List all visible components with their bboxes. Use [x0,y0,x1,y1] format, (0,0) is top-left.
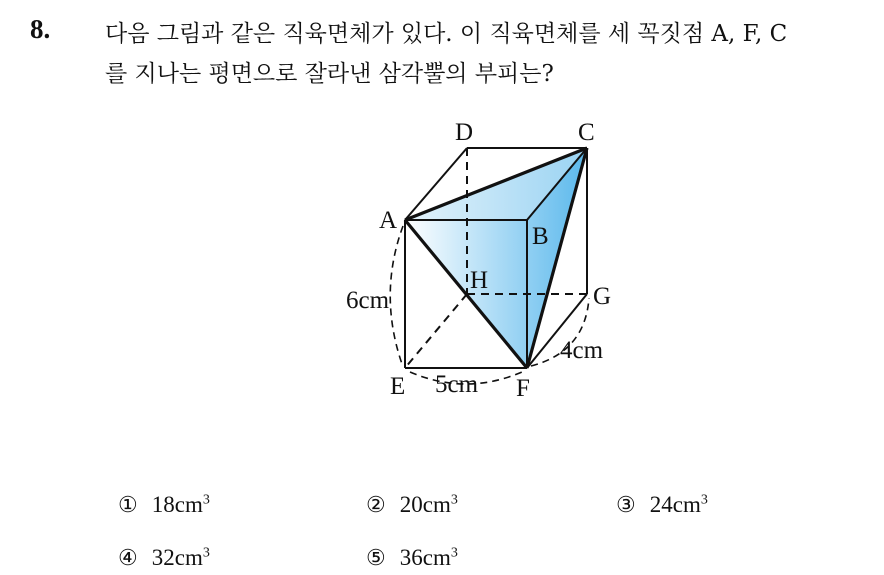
question-number: 8. [30,14,51,44]
choice-5[interactable] [366,545,458,571]
choice-4[interactable] [118,545,210,571]
question-line-1: 다음 그림과 같은 직육면체가 있다. 이 직육면체를 세 꼭짓점 A, F, C [105,21,788,47]
choice-mark: ③ [616,493,636,518]
choice-value: $24cm^3$ [649,492,708,517]
choice-mark: ② [366,493,386,518]
vertex-label-d: D [455,119,474,146]
vertex-label-c: C [578,119,595,146]
vertex-label-a: A [379,207,398,234]
choice-2[interactable] [366,492,458,518]
choice-1[interactable] [118,492,210,518]
depth-label: 4cm [560,337,604,364]
vertex-label-e: E [390,373,406,400]
vertex-label-b: B [532,223,549,250]
choice-mark: ① [118,493,138,518]
vertex-label-f: F [516,375,530,402]
vertex-label-g: G [593,283,612,310]
edge-he [405,294,467,368]
choice-mark: ④ [118,546,138,571]
choice-value: $18cm^3$ [151,492,210,517]
width-label: 5cm [435,371,479,398]
choice-value: $32cm^3$ [151,545,210,570]
choice-3[interactable] [616,492,708,518]
vertex-label-h: H [470,267,489,294]
choice-mark: ⑤ [366,546,386,571]
question-line-2: 를 지나는 평면으로 잘라낸 삼각뿔의 부피는? [105,61,554,87]
height-label: 6cm [346,287,390,314]
choice-value: $36cm^3$ [399,545,458,570]
choice-value: $20cm^3$ [399,492,458,517]
height-arc [390,226,403,364]
